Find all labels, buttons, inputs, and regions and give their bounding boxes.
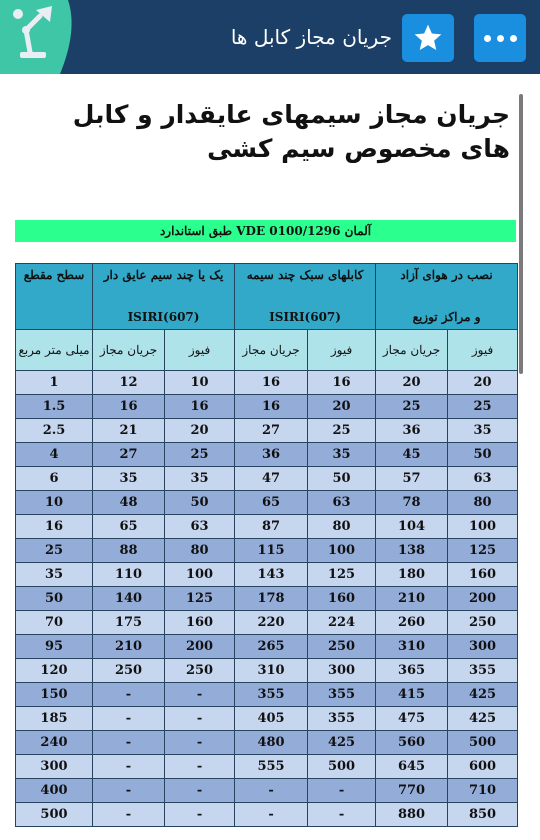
table-cell: 95 [16, 635, 93, 659]
table-cell: 63 [448, 467, 518, 491]
table-cell: 25 [165, 443, 235, 467]
table-cell: 645 [376, 755, 448, 779]
table-cell: 224 [308, 611, 376, 635]
table-cell: 110 [93, 563, 165, 587]
table-cell: 220 [235, 611, 308, 635]
table-cell: - [235, 779, 308, 803]
table-cell: 425 [448, 683, 518, 707]
table-cell: 175 [93, 611, 165, 635]
table-cell: - [235, 803, 308, 827]
header-group-light-cable: کابلهای سبک چند سیمه ISIRI(607) [235, 264, 376, 330]
table-cell: 770 [376, 779, 448, 803]
table-cell: 2.5 [16, 419, 93, 443]
app-title: جریان مجاز کابل ها [230, 25, 392, 49]
table-cell: 355 [308, 707, 376, 731]
table-cell: - [93, 755, 165, 779]
table-cell: 35 [93, 467, 165, 491]
table-cell: 125 [448, 539, 518, 563]
table-row [16, 587, 518, 611]
table-cell: 25 [308, 419, 376, 443]
table-cell: - [165, 803, 235, 827]
table-cell: 104 [376, 515, 448, 539]
table-cell: 65 [93, 515, 165, 539]
table-cell: 560 [376, 731, 448, 755]
table-cell: 50 [16, 587, 93, 611]
table-cell: 250 [448, 611, 518, 635]
table-cell: 400 [16, 779, 93, 803]
table-cell: 25 [16, 539, 93, 563]
table-cell: 21 [93, 419, 165, 443]
table-cell: 25 [448, 395, 518, 419]
table-cell: 10 [165, 371, 235, 395]
star-icon [412, 22, 444, 54]
table-cell: 63 [308, 491, 376, 515]
lamp-logo-icon [0, 0, 78, 74]
table-cell: 35 [448, 419, 518, 443]
table-cell: 4 [16, 443, 93, 467]
table-cell: 80 [308, 515, 376, 539]
table-row [16, 659, 518, 683]
table-cell: 35 [165, 467, 235, 491]
table-cell: 50 [308, 467, 376, 491]
table-cell: 63 [165, 515, 235, 539]
table-cell: 70 [16, 611, 93, 635]
table-cell: 140 [93, 587, 165, 611]
table-cell: 47 [235, 467, 308, 491]
table-cell: 20 [165, 419, 235, 443]
table-cell: 25 [376, 395, 448, 419]
subheader-current: جریان مجاز [376, 330, 448, 371]
table-cell: - [93, 731, 165, 755]
table-cell: 210 [93, 635, 165, 659]
table-row [16, 371, 518, 395]
table-cell: 36 [235, 443, 308, 467]
table-cell: - [93, 707, 165, 731]
table-cell: 88 [93, 539, 165, 563]
table-cell: 12 [93, 371, 165, 395]
table-cell: 160 [308, 587, 376, 611]
subheader-current: جریان مجاز [93, 330, 165, 371]
table-cell: 405 [235, 707, 308, 731]
table-cell: 355 [235, 683, 308, 707]
header-group-open-air: نصب در هوای آزاد و مراکز توزیع [376, 264, 518, 330]
table-row [16, 731, 518, 755]
cable-current-table [15, 263, 518, 827]
table-cell: 20 [376, 371, 448, 395]
table-row [16, 755, 518, 779]
table-cell: - [93, 803, 165, 827]
table-cell: 20 [448, 371, 518, 395]
subheader-unit: میلی متر مربع [16, 330, 93, 371]
subheader-fuse: فیوز [165, 330, 235, 371]
table-cell: - [165, 779, 235, 803]
table-row [16, 443, 518, 467]
table-cell: 10 [16, 491, 93, 515]
table-cell: 500 [448, 731, 518, 755]
table-cell: 600 [448, 755, 518, 779]
table-cell: 480 [235, 731, 308, 755]
table-cell: 365 [376, 659, 448, 683]
table-cell: 178 [235, 587, 308, 611]
table-row [16, 515, 518, 539]
table-cell: 16 [16, 515, 93, 539]
table-cell: 250 [308, 635, 376, 659]
table-cell: 80 [448, 491, 518, 515]
table-cell: 210 [376, 587, 448, 611]
table-row [16, 491, 518, 515]
table-row [16, 683, 518, 707]
table-cell: 45 [376, 443, 448, 467]
table-cell: 143 [235, 563, 308, 587]
table-row [16, 539, 518, 563]
table-cell: 310 [376, 635, 448, 659]
table-cell: 50 [448, 443, 518, 467]
table-cell: 160 [165, 611, 235, 635]
table-cell: 1.5 [16, 395, 93, 419]
table-cell: 710 [448, 779, 518, 803]
table-cell: 250 [93, 659, 165, 683]
table-cell: 100 [448, 515, 518, 539]
table-cell: 300 [16, 755, 93, 779]
standard-banner: آلمان VDE 0100/1296 طبق استاندارد [15, 220, 516, 242]
table-cell: 36 [376, 419, 448, 443]
table-cell: 115 [235, 539, 308, 563]
page-heading: جریان مجاز سیمهای عایقدار و کابل های مخصوص سیم کشی [72, 100, 510, 163]
table-cell: 880 [376, 803, 448, 827]
table-cell: 265 [235, 635, 308, 659]
table-row [16, 803, 518, 827]
table-cell: 20 [308, 395, 376, 419]
table-cell: 425 [448, 707, 518, 731]
table-cell: 200 [448, 587, 518, 611]
table-cell: 300 [448, 635, 518, 659]
table-cell: 240 [16, 731, 93, 755]
table-cell: 35 [16, 563, 93, 587]
table-cell: 150 [16, 683, 93, 707]
header-cross-section: سطح مقطع [16, 264, 93, 330]
table-row [16, 419, 518, 443]
subheader-fuse: فیوز [448, 330, 518, 371]
table-cell: - [93, 779, 165, 803]
table-cell: 415 [376, 683, 448, 707]
table-row [16, 779, 518, 803]
table-cell: 250 [165, 659, 235, 683]
table-cell: 87 [235, 515, 308, 539]
table-cell: 500 [308, 755, 376, 779]
table-row [16, 395, 518, 419]
table-cell: 160 [448, 563, 518, 587]
table-cell: 16 [235, 371, 308, 395]
table-row [16, 467, 518, 491]
table-cell: 425 [308, 731, 376, 755]
table-cell: 57 [376, 467, 448, 491]
table-cell: 16 [165, 395, 235, 419]
table-cell: 355 [448, 659, 518, 683]
table-cell: 125 [165, 587, 235, 611]
top-bar [0, 0, 540, 74]
table-cell: - [308, 803, 376, 827]
table-row [16, 707, 518, 731]
subheader-fuse: فیوز [308, 330, 376, 371]
header-group-insulated-wire: یک یا چند سیم عایق دار ISIRI(607) [93, 264, 235, 330]
subheader-current: جریان مجاز [235, 330, 308, 371]
table-cell: - [165, 707, 235, 731]
table-cell: 180 [376, 563, 448, 587]
table-cell: 6 [16, 467, 93, 491]
table-row [16, 563, 518, 587]
table-cell: 100 [165, 563, 235, 587]
table-cell: - [308, 779, 376, 803]
table-cell: 100 [308, 539, 376, 563]
table-cell: 35 [308, 443, 376, 467]
table-cell: 500 [16, 803, 93, 827]
table-cell: - [165, 731, 235, 755]
table-cell: 120 [16, 659, 93, 683]
table-cell: - [165, 755, 235, 779]
table-cell: 125 [308, 563, 376, 587]
table-cell: 355 [308, 683, 376, 707]
table-row [16, 611, 518, 635]
table-cell: 475 [376, 707, 448, 731]
table-cell: 16 [235, 395, 308, 419]
table-cell: 310 [235, 659, 308, 683]
table-cell: 1 [16, 371, 93, 395]
favorite-button[interactable] [402, 14, 454, 62]
table-cell: 200 [165, 635, 235, 659]
table-cell: 50 [165, 491, 235, 515]
table-cell: - [93, 683, 165, 707]
table-cell: 48 [93, 491, 165, 515]
table-cell: 300 [308, 659, 376, 683]
more-button[interactable] [474, 14, 526, 62]
table-cell: 185 [16, 707, 93, 731]
table-cell: 78 [376, 491, 448, 515]
table-cell: 16 [308, 371, 376, 395]
table-cell: 555 [235, 755, 308, 779]
more-dots-icon [484, 35, 491, 42]
table-cell: 65 [235, 491, 308, 515]
table-cell: - [165, 683, 235, 707]
table-cell: 260 [376, 611, 448, 635]
table-cell: 80 [165, 539, 235, 563]
table-row [16, 635, 518, 659]
table-cell: 16 [93, 395, 165, 419]
scrollbar[interactable] [519, 94, 523, 374]
table-cell: 138 [376, 539, 448, 563]
table-cell: 27 [235, 419, 308, 443]
table-cell: 850 [448, 803, 518, 827]
table-cell: 27 [93, 443, 165, 467]
